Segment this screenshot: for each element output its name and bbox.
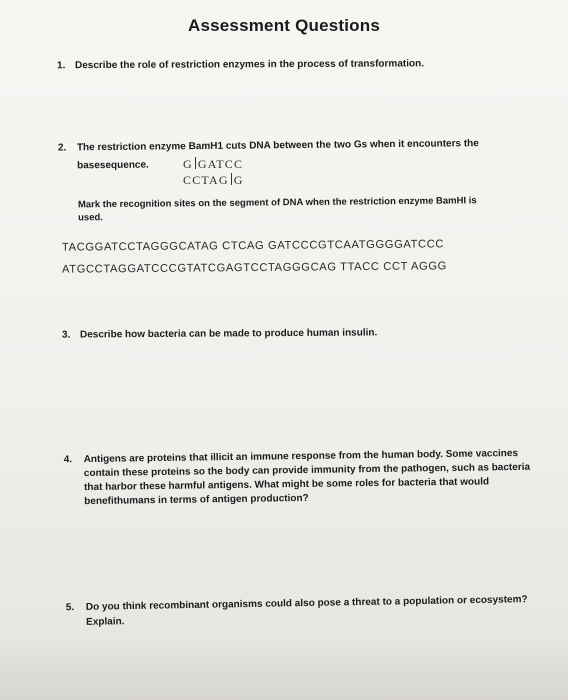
dna-strand-top: TACGGATCCTAGGGCATAG CTCAG GATCCCGTCAATGGGGATCCC [61, 238, 445, 254]
question-text-line-2: contain these proteins so the body can provide immunity from the pathogen, such as bacteria [83, 461, 531, 480]
recognition-site [183, 157, 244, 188]
instruction-line-2: used. [78, 212, 103, 224]
question-number: 4. [63, 454, 73, 466]
site-top-left: G [183, 157, 193, 171]
question-text-line-1: Do you think recombinant organisms could also pose a threat to a population or ecosystem? [85, 594, 528, 613]
instruction-line-1: Mark the recognition sites on the segment of DNA when the restriction enzyme BamHI is [77, 195, 477, 211]
question-text: Describe the role of restriction enzymes in the process of transformation. [74, 58, 425, 72]
question-5 [66, 593, 546, 633]
question-text-line-2: Explain. [86, 616, 125, 628]
cut-mark [231, 173, 232, 185]
question-number: 5. [65, 602, 75, 614]
question-number: 1. [56, 60, 66, 72]
question-text-line-1: Antigens are proteins that illicit an immune response from the human body. Some vaccines [83, 448, 519, 466]
page-shadow [0, 630, 568, 700]
question-4 [64, 447, 545, 518]
dna-strand-bottom: ATGCCTAGGATCCCGTATCGAGTCCTAGGGCAG TTACC CCT AGGG [61, 260, 447, 276]
question-number: 3. [61, 329, 71, 341]
question-3 [62, 325, 522, 344]
site-top-right: GATCC [197, 157, 244, 171]
question-text-line-1: The restriction enzyme BamH1 cuts DNA between the two Gs when it encounters the [76, 138, 479, 154]
site-top-strand [183, 157, 244, 172]
question-text: Describe how bacteria can be made to produce human insulin. [79, 327, 378, 341]
question-2 [58, 136, 538, 173]
site-bottom-left: CCTAG [183, 173, 229, 187]
instruction [78, 194, 538, 225]
question-number: 2. [57, 142, 67, 154]
question-text-line-2: basesequence. [77, 159, 149, 172]
question-text-line-3: that harbor these harmful antigens. What might be some roles for bacteria that would [83, 476, 490, 494]
question-1 [57, 57, 537, 76]
site-bottom-strand [183, 173, 244, 188]
question-text-line-4: benefithumans in terms of antigen production? [84, 492, 309, 508]
page-title: Assessment Questions [187, 16, 380, 35]
cut-mark [195, 157, 196, 169]
site-bottom-right: G [233, 173, 244, 187]
